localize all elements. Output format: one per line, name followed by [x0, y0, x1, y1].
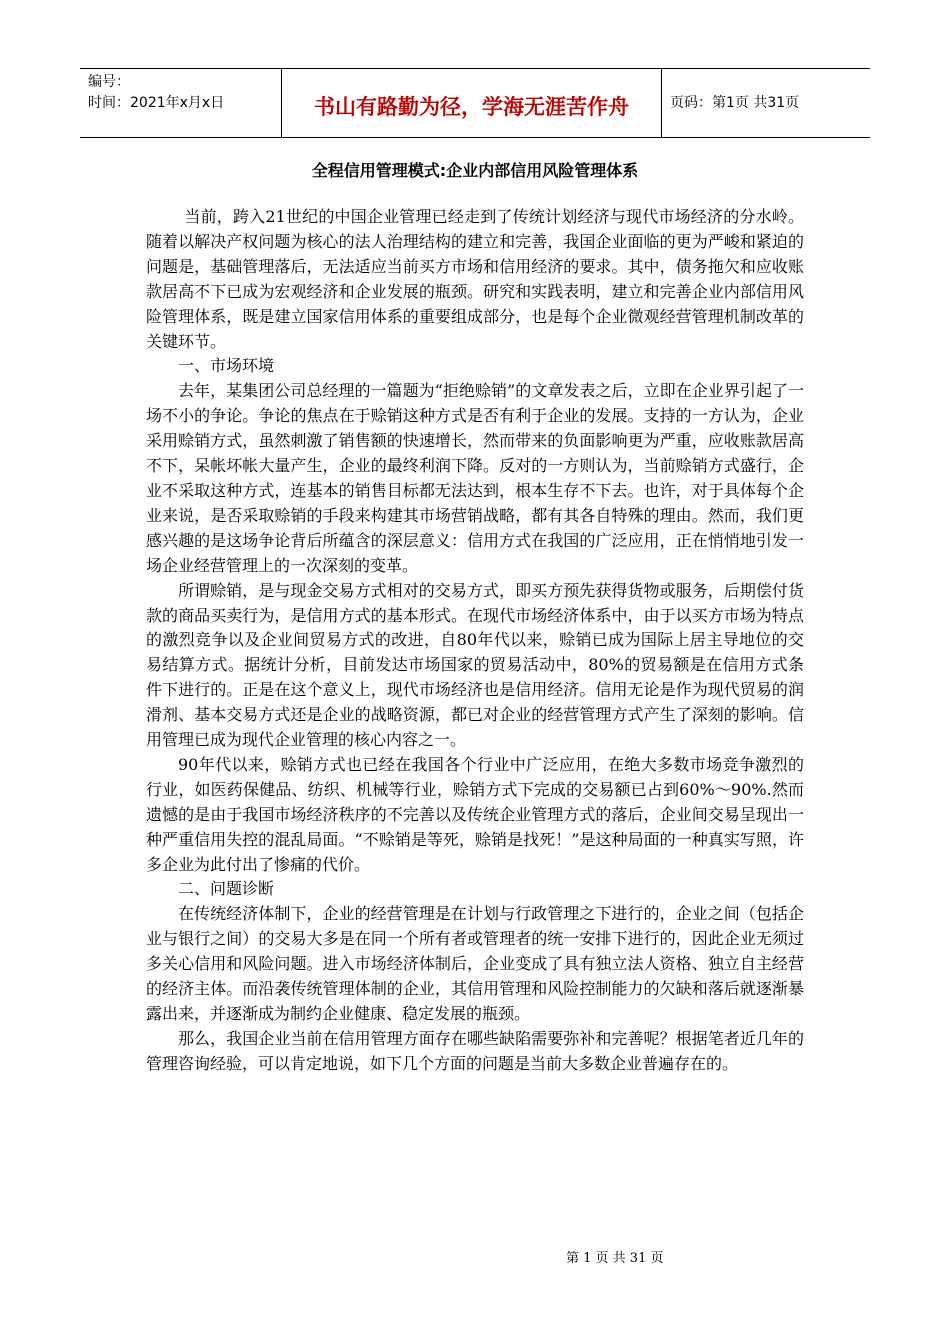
paragraph-market-3: 90年代以来，赊销方式也已经在我国各个行业中广泛应用，在绝大多数市场竞争激烈的行业，如医药保健品、纺织、机械等行业，赊销方式下完成的交易额已占到60%～90%.然而遗憾的是由于我国市场经济秩序的不完善以及传统企业管理方式的落后，企业间交易呈现出一种严重信用失控的混乱局面。“不赊销是等死，赊销是找死！”是这种局面的一种真实写照，许多企业为此付出了惨痛的代价。: [146, 754, 804, 874]
header-page-info: 页码：第1页 共31页: [670, 95, 800, 111]
document-code-label: 编号：: [88, 74, 130, 90]
section-heading-market: 一、市场环境: [178, 356, 275, 376]
paragraph-market-2: 所谓赊销，是与现金交易方式相对的交易方式，即买方预先获得货物或服务，后期偿付货款的商品买卖行为，是信用方式的基本形式。在现代市场经济体系中，由于以买方市场为特点的激烈竞争以及企业间贸易方式的改进，自80年代以来，赊销已成为国际上居主导地位的交易结算方式。据统计分析，目前发达市场国家的贸易活动中，80%的贸易额是在信用方式条件下进行的。正是在这个意义上，现代市场经济也是信用经济。信用无论是作为现代贸易的润滑剂、基本交易方式还是企业的战略资源，都已对企业的经营管理方式产生了深刻的影响。信用管理已成为现代企业管理的核心内容之一。: [146, 580, 804, 750]
header-slogan-cell: [282, 69, 662, 137]
document-time-label: 时间：2021年x月x日: [88, 95, 225, 111]
paragraph-diagnosis-1: 在传统经济体制下，企业的经营管理是在计划与行政管理之下进行的，企业之间（包括企业与银行之间）的交易大多是在同一个所有者或管理者的统一安排下进行的，因此企业无须过多关心信用和风险问题。进入市场经济体制后，企业变成了具有独立法人资格、独立自主经营的经济主体。而沿袭传统管理体制的企业，其信用管理和风险控制能力的欠缺和落后就逐渐暴露出来，并逐渐成为制约企业健康、稳定发展的瓶颈。: [146, 904, 804, 1023]
document-title: 全程信用管理模式:企业内部信用风险管理体系: [311, 161, 639, 180]
paragraph-market-1: 去年，某集团公司总经理的一篇题为“拒绝赊销”的文章发表之后，立即在企业界引起了一场不小的争论。争论的焦点在于赊销这种方式是否有利于企业的发展。支持的一方认为，企业采用赊销方式，虽然刺激了销售额的快速增长，然而带来的负面影响更为严重，应收账款居高不下，呆帐坏帐大量产生，企业的最终利润下降。反对的一方则认为，当前赊销方式盛行，企业不采取这种方式，连基本的销售目标都无法达到，根本生存不下去。也许，对于具体每个企业来说，是否采取赊销的手段来构建其市场营销战略，都有其各自特殊的理由。然而，我们更感兴趣的是这场争论背后所蕴含的深层意义：信用方式在我国的广泛应用，正在悄悄地引发一场企业经营管理上的一次深刻的变革。: [146, 381, 804, 575]
paragraph-intro: 当前，跨入21世纪的中国企业管理已经走到了传统计划经济与现代市场经济的分水岭。随着以解决产权问题为核心的法人治理结构的建立和完善，我国企业面临的更为严峻和紧迫的问题是，基础管理落后，无法适应当前买方市场和信用经济的要求。其中，债务拖欠和应收账款居高不下已成为宏观经济和企业发展的瓶颈。研究和实践表明，建立和完善企业内部信用风险管理体系，既是建立国家信用体系的重要组成部分，也是每个企业微观经营管理机制改革的关键环节。: [146, 207, 804, 351]
header-page-cell: [662, 69, 870, 137]
header-table: [80, 68, 870, 138]
paragraph-diagnosis-2: 那么，我国企业当前在信用管理方面存在哪些缺陷需要弥补和完善呢？根据笔者近几年的管理咨询经验，可以肯定地说，如下几个方面的问题是当前大多数企业普遍存在的。: [146, 1028, 804, 1073]
document-body: [146, 205, 804, 1077]
header-info-cell: [80, 69, 282, 137]
page-footer: 第 1 页 共 31 页: [566, 1251, 664, 1266]
header-slogan: 书山有路勤为径，学海无涯苦作舟: [314, 95, 629, 119]
section-heading-diagnosis: 二、问题诊断: [178, 879, 275, 899]
